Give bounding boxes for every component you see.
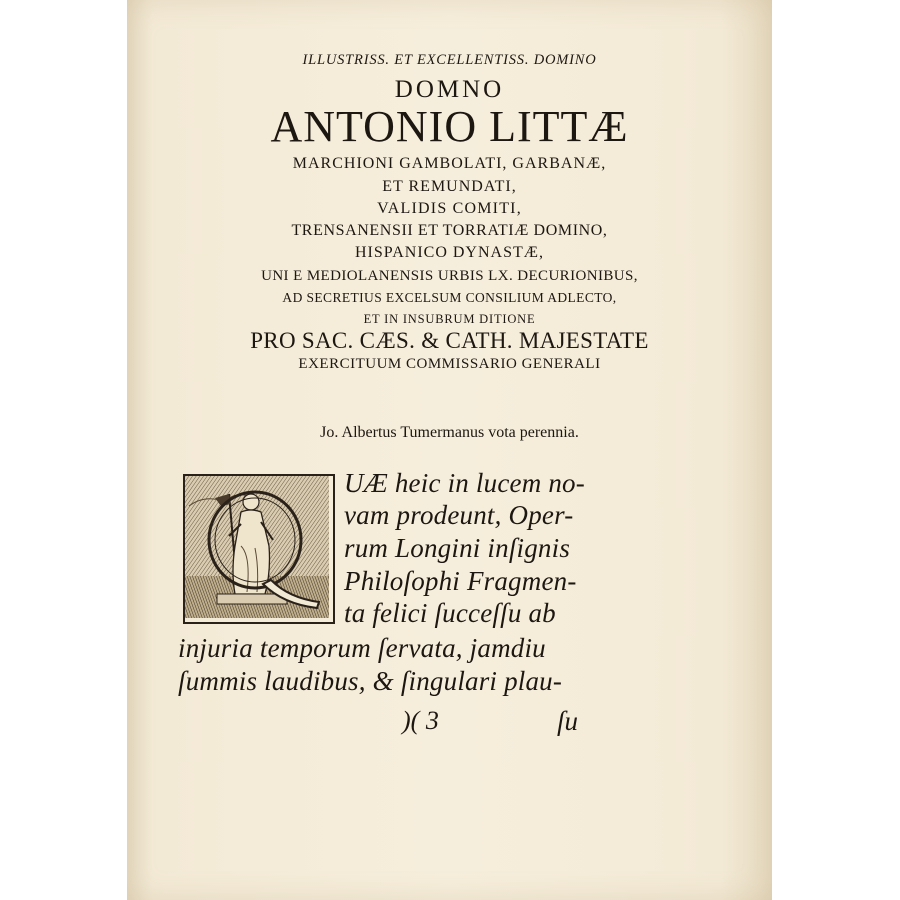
body-line: UÆ heic in lucem no- bbox=[344, 468, 585, 498]
body-line: Philoſophi Fragmen- bbox=[344, 566, 577, 596]
title-line: VALIDIS COMITI, bbox=[377, 200, 522, 217]
body-line: injuria temporum ſervata, jamdiu bbox=[178, 633, 546, 663]
domno-heading: DOMNO bbox=[394, 76, 505, 103]
office-line: EXERCITUUM COMMISSARIO GENERALI bbox=[298, 356, 601, 372]
body-line: rum Longini inſignis bbox=[344, 533, 571, 563]
title-line: UNI E MEDIOLANENSIS URBIS LX. DECURIONIBUS, bbox=[261, 268, 638, 284]
body-line: ta felici ſucceſſu ab bbox=[344, 598, 556, 628]
dedicatee-name: ANTONIO LITTÆ bbox=[270, 102, 629, 151]
engraved-initial-q-icon bbox=[183, 474, 335, 624]
dedication-line: ILLUSTRISS. ET EXCELLENTISS. DOMINO bbox=[302, 52, 597, 68]
body-line: vam prodeunt, Oper- bbox=[344, 500, 574, 530]
catchword: ſu bbox=[557, 706, 579, 736]
book-page bbox=[127, 0, 772, 900]
title-line: TRENSANENSII ET TORRATIÆ DOMINO, bbox=[291, 222, 608, 239]
body-line: ſummis laudibus, & ſingulari plau- bbox=[178, 666, 563, 696]
signature-mark: )( 3 bbox=[402, 706, 439, 735]
initial-engraving bbox=[185, 476, 329, 618]
title-line: MARCHIONI GAMBOLATI, GARBANÆ, bbox=[292, 155, 607, 172]
majesty-line: PRO SAC. CÆS. & CATH. MAJESTATE bbox=[250, 328, 649, 353]
title-line: ET IN INSUBRUM DITIONE bbox=[363, 312, 536, 326]
title-line: HISPANICO DYNASTÆ, bbox=[355, 244, 544, 261]
author-line: Jo. Albertus Tumermanus vota perennia. bbox=[320, 424, 579, 441]
title-line: AD SECRETIUS EXCELSUM CONSILIUM ADLECTO, bbox=[282, 290, 617, 305]
title-line: ET REMUNDATI, bbox=[382, 178, 517, 195]
